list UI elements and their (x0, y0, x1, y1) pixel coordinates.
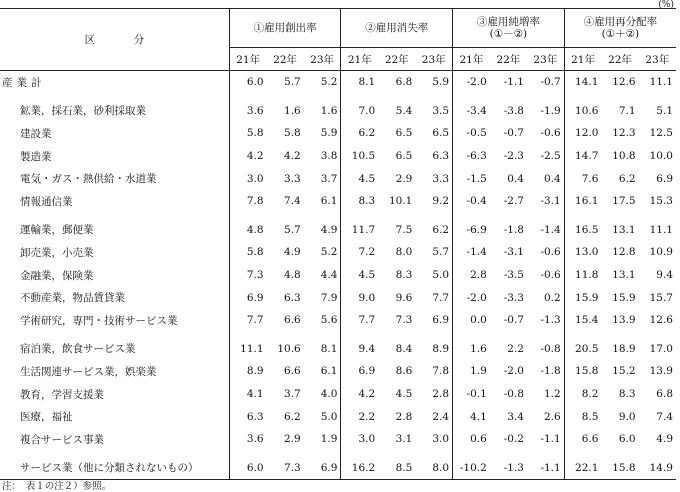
table-cell: 8.5 (378, 457, 415, 480)
row-label: 卸売業，小売業 (20, 246, 94, 259)
table-cell: 1.9 (453, 360, 490, 383)
table-cell: 4.9 (320, 223, 338, 236)
category-header: 区 分 (0, 9, 229, 71)
table-cell: 9.4 (341, 338, 378, 361)
table-cell: -3.8 (503, 104, 524, 117)
table-cell: 12.6 (612, 76, 636, 89)
table-cell: 1.6 (320, 104, 338, 117)
table-cell: 17.0 (649, 342, 673, 355)
table-cell: -3.3 (503, 291, 524, 304)
table-cell: -2.0 (453, 286, 490, 309)
row-label: 医療，福祉 (20, 411, 73, 424)
table-cell: 5.9 (320, 127, 338, 140)
table-cell: 1.9 (320, 433, 338, 446)
table-cell: 6.9 (432, 314, 450, 327)
table-cell: 6.5 (395, 127, 413, 140)
year-header: 22年 (490, 48, 527, 71)
table-cell: 0.4 (507, 172, 524, 185)
table-cell: -0.5 (453, 122, 490, 145)
table-cell: 2.9 (284, 433, 301, 446)
table-cell: 5.9 (432, 76, 450, 89)
table-cell: 1.6 (284, 104, 301, 117)
group-header-creation: ①雇用創出率 (229, 9, 341, 48)
table-cell: -0.7 (540, 76, 561, 89)
table-cell: 4.5 (341, 264, 378, 287)
table-cell: -2.0 (453, 71, 490, 94)
table-cell: 15.7 (649, 291, 673, 304)
table-row (0, 286, 676, 309)
table-cell: 7.7 (432, 291, 450, 304)
table-cell: 6.2 (432, 223, 450, 236)
table-cell: 5.2 (320, 76, 338, 89)
table-cell: 3.6 (229, 428, 266, 451)
table-cell: 4.0 (320, 388, 338, 401)
table-cell: -1.1 (503, 76, 524, 89)
table-cell: 2.8 (395, 410, 413, 423)
table-row (0, 338, 676, 361)
table-cell: -0.6 (540, 127, 561, 140)
table-cell: 8.1 (341, 71, 378, 94)
table-cell: 3.3 (284, 172, 301, 185)
table-cell: 8.3 (395, 269, 413, 282)
group-header-net: ③雇用純増率 (①－②) (453, 9, 565, 48)
table-cell: 11.1 (229, 338, 266, 361)
table-cell: 2.8 (453, 264, 490, 287)
table-cell: 6.9 (304, 457, 341, 480)
table-cell: 13.1 (612, 269, 636, 282)
table-cell: -2.5 (540, 150, 561, 163)
table-cell: 15.2 (612, 365, 636, 378)
table-cell: 3.1 (395, 433, 413, 446)
table-cell: 7.7 (229, 309, 266, 332)
table-cell: 10.8 (612, 150, 636, 163)
table-cell: -1.8 (503, 223, 524, 236)
table-cell: 7.9 (320, 291, 338, 304)
table-cell: 18.9 (612, 342, 636, 355)
table-cell: 5.0 (320, 410, 338, 423)
table-cell: 4.2 (229, 145, 266, 168)
table-cell: 6.3 (229, 405, 266, 428)
table-cell: 17.5 (612, 195, 636, 208)
row-label: 建設業 (20, 127, 52, 140)
table-cell: -0.8 (540, 342, 561, 355)
table-cell: 5.4 (395, 104, 413, 117)
table-cell: 1.2 (544, 388, 561, 401)
table-cell: 3.8 (320, 150, 338, 163)
table-cell: 6.9 (229, 286, 266, 309)
data-table (0, 8, 676, 480)
table-cell: 5.2 (320, 246, 338, 259)
table-cell: 3.3 (432, 172, 450, 185)
table-cell: 4.9 (656, 433, 673, 446)
row-label: 不動産業，物品賃貸業 (20, 292, 125, 305)
table-cell: 7.3 (267, 457, 304, 480)
table-cell: 5.1 (656, 104, 673, 117)
table-row (0, 100, 676, 123)
table-cell: 3.7 (284, 388, 301, 401)
table-row (0, 309, 676, 332)
table-cell: -0.1 (453, 383, 490, 406)
table-row (0, 457, 676, 480)
year-header: 22年 (267, 48, 304, 71)
table-cell: 2.9 (395, 172, 413, 185)
table-cell: -1.4 (453, 241, 490, 264)
table-cell: 6.8 (395, 76, 413, 89)
table-cell: 7.0 (341, 100, 378, 123)
table-row (0, 428, 676, 451)
table-cell: 6.5 (432, 127, 450, 140)
table-cell: -2.7 (503, 195, 524, 208)
table-cell: 8.6 (395, 365, 413, 378)
table-cell: 9.4 (656, 269, 673, 282)
table-row (0, 405, 676, 428)
table-cell: -3.4 (453, 100, 490, 123)
unit-label: (%) (658, 0, 674, 10)
year-header: 23年 (415, 48, 452, 71)
row-label: 産業計 (2, 76, 46, 89)
row-label: 学術研究，専門・技術サービス業 (20, 314, 178, 327)
table-cell: -0.7 (503, 127, 524, 140)
table-cell: 7.3 (229, 264, 266, 287)
table-cell: -0.4 (453, 190, 490, 213)
table-cell: 0.2 (544, 291, 561, 304)
table-cell: -1.1 (540, 433, 561, 446)
table-cell: 5.8 (229, 122, 266, 145)
table-cell: 10.6 (564, 100, 601, 123)
table-row (0, 219, 676, 242)
table-cell: 2.2 (341, 405, 378, 428)
table-cell: -0.6 (540, 246, 561, 259)
table-row (0, 264, 676, 287)
row-label: 複合サービス事業 (20, 433, 104, 446)
table-cell: 5.6 (320, 314, 338, 327)
table-cell: 7.1 (618, 104, 636, 117)
table-cell: 7.2 (341, 241, 378, 264)
table-cell: 12.3 (612, 127, 636, 140)
table-cell: 12.6 (649, 314, 673, 327)
table-cell: 7.8 (432, 365, 450, 378)
table-row (0, 241, 676, 264)
table-cell: 3.0 (432, 433, 450, 446)
table-cell: 10.5 (341, 145, 378, 168)
table-cell: 16.2 (341, 457, 378, 480)
table-row (0, 71, 676, 94)
row-label: サービス業（他に分類されないもの） (0, 457, 229, 480)
year-header: 22年 (378, 48, 415, 71)
table-cell: 6.2 (284, 410, 301, 423)
row-label: 教育，学習支援業 (20, 388, 104, 401)
table-cell: 9.0 (341, 286, 378, 309)
year-header: 23年 (527, 48, 564, 71)
table-cell: 16.1 (564, 190, 601, 213)
table-cell: 8.5 (564, 405, 601, 428)
table-cell: 3.5 (432, 104, 450, 117)
table-cell: 6.1 (320, 195, 338, 208)
table-cell: 0.4 (544, 172, 561, 185)
table-cell: 11.8 (564, 264, 601, 287)
table-cell: -0.2 (503, 433, 524, 446)
row-label: 生活関連サービス業，娯楽業 (20, 365, 157, 378)
table-cell: 8.4 (395, 342, 413, 355)
table-cell: 4.8 (229, 219, 266, 242)
table-cell: -3.5 (503, 269, 524, 282)
row-label: 製造業 (20, 150, 52, 163)
table-cell: 11.1 (649, 223, 673, 236)
table-cell: 20.5 (564, 338, 601, 361)
table-cell: 7.4 (284, 195, 301, 208)
table-cell: 15.3 (649, 195, 673, 208)
table-cell: 14.7 (564, 145, 601, 168)
table-cell: 6.6 (284, 314, 301, 327)
table-cell: 2.6 (544, 410, 561, 423)
year-header: 21年 (453, 48, 490, 71)
year-header: 21年 (229, 48, 266, 71)
table-cell: -1.9 (540, 104, 561, 117)
table-cell: 7.8 (229, 190, 266, 213)
table-cell: 6.3 (284, 291, 301, 304)
table-cell: 8.9 (229, 360, 266, 383)
table-cell: -1.8 (540, 365, 561, 378)
table-cell: -0.8 (503, 388, 524, 401)
table-cell: 4.2 (341, 383, 378, 406)
table-cell: 3.7 (320, 172, 338, 185)
table-cell: 13.1 (612, 223, 636, 236)
table-row (0, 145, 676, 168)
table-cell: 2.8 (432, 388, 450, 401)
year-header: 23年 (304, 48, 341, 71)
table-cell: 6.2 (618, 172, 636, 185)
table-cell: 3.6 (229, 100, 266, 123)
table-cell: -0.7 (503, 314, 524, 327)
table-cell: 15.8 (564, 360, 601, 383)
table-cell: -10.2 (453, 457, 490, 480)
year-header: 22年 (601, 48, 638, 71)
year-header: 23年 (639, 48, 676, 71)
group-header-destruction: ②雇用消失率 (341, 9, 453, 48)
table-cell: 6.6 (564, 428, 601, 451)
table-cell: 11.7 (341, 219, 378, 242)
table-cell: 6.0 (229, 457, 266, 480)
row-label: 宿泊業，飲食サービス業 (20, 343, 136, 356)
footnote: 注： 表１の注２）参照。 (2, 481, 112, 492)
table-cell: 4.4 (320, 269, 338, 282)
table-cell: 16.5 (564, 219, 601, 242)
table-cell: -2.3 (503, 150, 524, 163)
table-cell: 6.5 (395, 150, 413, 163)
table-cell: 12.8 (612, 246, 636, 259)
table-cell: 5.7 (432, 246, 450, 259)
table-cell: 6.0 (229, 71, 266, 94)
table-cell: 4.1 (453, 405, 490, 428)
table-cell: 8.3 (341, 190, 378, 213)
table-cell: 1.6 (453, 338, 490, 361)
table-cell: 5.7 (284, 223, 301, 236)
table-cell: 3.4 (507, 410, 524, 423)
table-cell: 15.8 (601, 457, 638, 480)
table-cell: 11.1 (649, 76, 673, 89)
table-cell: 7.4 (656, 410, 673, 423)
table-cell: 8.9 (432, 342, 450, 355)
table-cell: 7.5 (395, 223, 413, 236)
table-cell: 10.1 (388, 195, 413, 208)
table-cell: 8.0 (415, 457, 452, 480)
table-row (0, 383, 676, 406)
table-cell: -6.9 (453, 219, 490, 242)
table-cell: 4.8 (284, 269, 301, 282)
table-cell: 7.6 (564, 167, 601, 190)
table-cell: 5.8 (229, 241, 266, 264)
table-cell: 9.0 (618, 410, 636, 423)
table-row (0, 167, 676, 190)
row-label: 情報通信業 (20, 195, 73, 208)
table-cell: 7.3 (395, 314, 413, 327)
table-cell: 8.2 (564, 383, 601, 406)
table-cell: 10.0 (649, 150, 673, 163)
table-cell: -3.1 (503, 246, 524, 259)
table-cell: 13.9 (612, 314, 636, 327)
table-cell: -0.6 (540, 269, 561, 282)
table-cell: 12.5 (649, 127, 673, 140)
table-cell: 10.6 (277, 342, 301, 355)
row-label: 鉱業，採石業，砂利採取業 (20, 105, 146, 118)
table-cell: 3.0 (341, 428, 378, 451)
table-cell: -3.1 (540, 195, 561, 208)
table-cell: 15.4 (564, 309, 601, 332)
table-cell: 4.1 (229, 383, 266, 406)
table-cell: 0.0 (453, 309, 490, 332)
table-cell: 5.8 (284, 127, 301, 140)
table-cell: 7.7 (341, 309, 378, 332)
table-cell: 6.6 (284, 365, 301, 378)
table-cell: 8.1 (320, 342, 338, 355)
table-cell: 8.3 (618, 388, 636, 401)
row-label: 金融業，保険業 (20, 269, 94, 282)
table-cell: -1.3 (540, 314, 561, 327)
table-cell: 2.2 (507, 342, 524, 355)
year-header: 21年 (341, 48, 378, 71)
table-cell: 8.0 (395, 246, 413, 259)
table-cell: 6.3 (432, 150, 450, 163)
table-cell: -6.3 (453, 145, 490, 168)
table-cell: 2.4 (432, 410, 450, 423)
table-cell: 13.9 (649, 365, 673, 378)
table-cell: 22.1 (564, 457, 601, 480)
table-cell: 4.9 (284, 246, 301, 259)
table-cell: 4.2 (284, 150, 301, 163)
table-cell: 15.9 (612, 291, 636, 304)
table-cell: 0.6 (453, 428, 490, 451)
table-cell: 10.9 (649, 246, 673, 259)
table-cell: -1.1 (527, 457, 564, 480)
row-label: 電気・ガス・熱供給・水道業 (20, 173, 157, 186)
table-cell: 14.9 (639, 457, 676, 480)
table-cell: -1.4 (540, 223, 561, 236)
table-cell: 6.9 (656, 172, 673, 185)
table-cell: 6.0 (618, 433, 636, 446)
table-cell: 9.6 (395, 291, 413, 304)
table-cell: 14.1 (564, 71, 601, 94)
table-cell: 13.0 (564, 241, 601, 264)
table-row (0, 360, 676, 383)
row-label: 運輸業，郵便業 (20, 224, 94, 237)
table-cell: 6.2 (341, 122, 378, 145)
table-cell: 5.0 (432, 269, 450, 282)
table-cell: 4.5 (395, 388, 413, 401)
table-cell: 15.9 (564, 286, 601, 309)
table-cell: 6.8 (656, 388, 673, 401)
table-cell: 9.2 (432, 195, 450, 208)
year-header: 21年 (564, 48, 601, 71)
table-row (0, 122, 676, 145)
table-cell: 6.1 (320, 365, 338, 378)
table-cell: -1.3 (490, 457, 527, 480)
table-cell: 6.9 (341, 360, 378, 383)
table-cell: -1.5 (453, 167, 490, 190)
table-row (0, 190, 676, 213)
table-cell: 5.7 (284, 76, 301, 89)
group-header-reallocation: ④雇用再分配率 (①＋②) (564, 9, 676, 48)
table-cell: 4.5 (341, 167, 378, 190)
table-cell: 12.0 (564, 122, 601, 145)
table-cell: -2.0 (503, 365, 524, 378)
table-cell: 3.0 (229, 167, 266, 190)
